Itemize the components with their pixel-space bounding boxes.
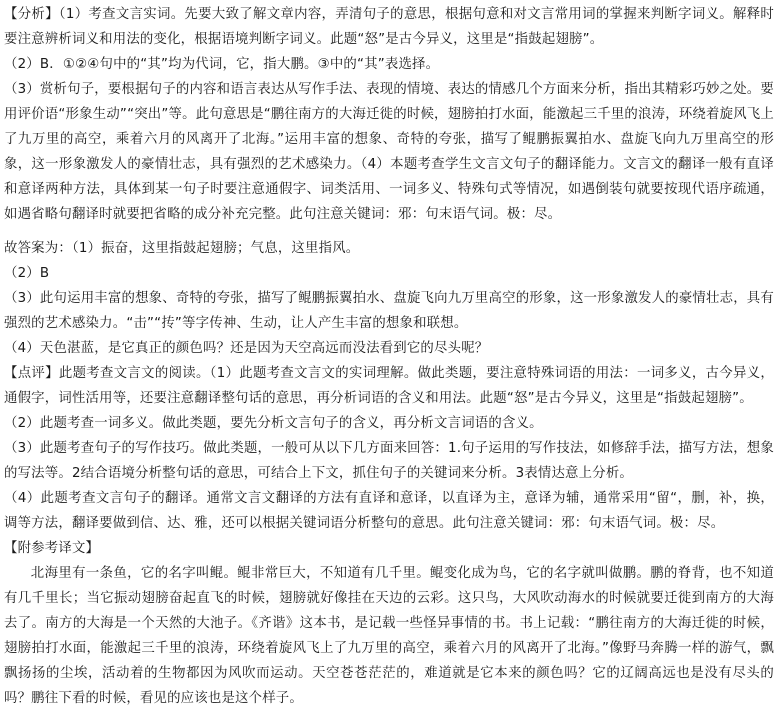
- answer-line-1: 故答案为：（1）振奋，这里指鼓起翅膀；气息，这里指风。: [4, 241, 360, 256]
- answer-line-2: （2）B: [4, 266, 50, 281]
- comment-paragraph-2: （2）此题考查一词多义。做此类题，要先分析文言句子的含义，再分析文言词语的含义。: [4, 416, 543, 431]
- comment-paragraph-1: 【点评】此题考查文言文的阅读。（1）此题考查文言文的实词理解。做此类题，要注意特殊词语的用法：一词多义，古今异义，通假字，词性活用等，还要注意翻译整句话的意思，再分析词语的含义和用法。此题“怒”是古今异义，这里是“指鼓起翅膀”。: [4, 366, 774, 406]
- answer-line-4: （4）天色湛蓝，是它真正的颜色吗？还是因为天空高远而没法看到它的尽头呢？: [4, 341, 489, 356]
- reference-heading: 【附参考译文】: [4, 541, 100, 556]
- comment-paragraph-3: （3）此题考查句子的写作技巧。做此类题，一般可从以下几方面来回答：1.句子运用的写作技法，如修辞手法，描写方法，想象的写法等。2结合语境分析整句话的意思，可结合上下文，抓住句子的关键词来分析。3表情达意上分析。: [4, 441, 774, 481]
- section-gap: [4, 227, 774, 236]
- analysis-paragraph-1: 【分析】（1）考查文言实词。先要大致了解文章内容，弄清句子的意思，根据句意和对文言常用词的掌握来判断字词义。解释时要注意辨析词义和用法的变化，根据语境判断字词义。此题“怒”是古今异义，这里是“指鼓起翅膀”。: [4, 7, 774, 47]
- answer-line-3: （3）此句运用丰富的想象、奇特的夸张，描写了鲲鹏振翼拍水、盘旋飞向九万里高空的形象，这一形象激发人的豪情壮志，具有强烈的艺术感染力。“击”“抟”等字传神、生动，让人产生丰富的想象和联想。: [4, 291, 774, 331]
- analysis-paragraph-2: （2）B．①②④句中的“其”均为代词，它，指大鹏。③中的“其”表选择。: [4, 57, 440, 72]
- analysis-paragraph-3: （3）赏析句子，要根据句子的内容和语言表达从写作手法、表现的情境、表达的情感几个方面来分析，指出其精彩巧妙之处。要用评价语“形象生动”“突出”等。此句意思是“鹏往南方的大海迁徙的时候，翅膀拍打水面，能激起三千里的浪涛，环绕着旋风飞上了九万里的高空，乘着六月的风离开了北海。”运用丰富的想象、奇特的夸张，描写了鲲鹏振翼拍水、盘旋飞向九万里高空的形象，这一形象激发人的豪情壮志，具有强烈的艺术感染力。（4）本题考查学生文言文句子的翻译能力。文言文的翻译一般有直译和意译两种方法，具体到某一句子时要注意通假字、词类活用、一词多义、特殊句式等情况，如遇倒装句就要按现代语序疏通，如遇省略句翻译时就要把省略的成分补充完整。此句注意关键词：邪：句末语气词。极：尽。: [4, 82, 774, 222]
- reference-translation: 北海里有一条鱼，它的名字叫鲲。鲲非常巨大，不知道有几千里。鲲变化成为鸟，它的名字就叫做鹏。鹏的脊背，也不知道有几千里长；当它振动翅膀奋起直飞的时候，翅膀就好像挂在天边的云彩。这只鸟，大风吹动海水的时候就要迁徙到南方的大海去了。南方的大海是一个天然的大池子。《齐谐》这本书，是记载一些怪异事情的书。书上记载：“鹏往南方的大海迁徙的时候，翅膀拍打水面，能激起三千里的浪涛，环绕着旋风飞上了九万里的高空，乘着六月的风离开了北海。”像野马奔腾一样的游气，飘飘扬扬的尘埃，活动着的生物都因为风吹而运动。天空苍苍茫茫的，难道就是它本来的颜色吗？它的辽阔高远也是没有尽头的吗？鹏往下看的时候，看见的应该也是这个样子。: [4, 566, 774, 706]
- comment-paragraph-4: （4）此题考查文言句子的翻译。通常文言文翻译的方法有直译和意译，以直译为主，意译为辅，通常采用“留“，删，补，换，调等方法，翻译要做到信、达、雅，还可以根据关键词语分析整句的意思。此句注意关键词：邪：句末语气词。极：尽。: [4, 491, 774, 531]
